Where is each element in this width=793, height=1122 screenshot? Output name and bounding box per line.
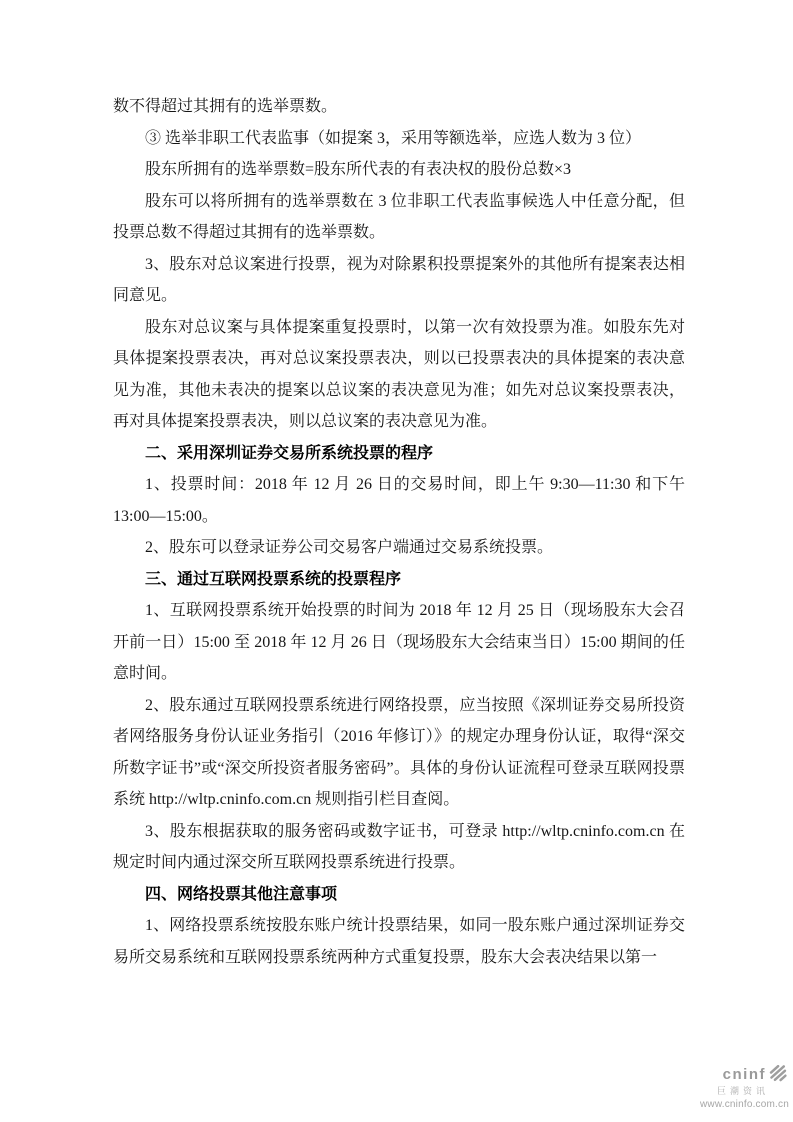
paragraph-login-voting: 3、股东根据获取的服务密码或数字证书，可登录 http://wltp.cninfo.com.cn 在规定时间内通过深交所互联网投票系统进行投票。 <box>113 822 685 871</box>
cninfo-website-url: www.cninfo.com.cn <box>700 1099 789 1110</box>
cninfo-swirl-icon <box>769 1065 789 1087</box>
cninfo-brand-name: cninf <box>722 1066 766 1084</box>
section-heading-4-other-notes: 四、网络投票其他注意事项 <box>145 885 338 903</box>
paragraph-vote-formula: 股东所拥有的选举票数=股东所代表的有表决权的股份总数×3 <box>145 161 572 178</box>
cninfo-watermark <box>700 1065 789 1110</box>
cninfo-brand-chinese: 巨潮资讯 <box>716 1086 769 1097</box>
paragraph-internet-voting-time: 1、互联网投票系统开始投票的时间为 2018 年 12 月 25 日（现场股东大会召开前一日）15:00 至 2018 年 12 月 26 日（现场股东大会结束当日）15:00 期间的任意时间。 <box>113 602 685 682</box>
paragraph-duplicate-vote-rule: 股东对总议案与具体提案重复投票时，以第一次有效投票为准。如股东先对具体提案投票表决，再对总议案投票表决，则以已投票表决的具体提案的表决意见为准，其他未表决的提案以总议案的表决意见为准；如先对总议案投票表决，再对具体提案投票表决，则以总议案的表决意见为准。 <box>113 318 685 430</box>
paragraph-vote-counting-rule: 1、网络投票系统按股东账户统计投票结果，如同一股东账户通过深圳证券交易所交易系统和互联网投票系统两种方式重复投票，股东大会表决结果以第一 <box>113 917 685 966</box>
paragraph-identity-authentication: 2、股东通过互联网投票系统进行网络投票，应当按照《深圳证券交易所投资者网络服务身份认证业务指引（2016 年修订）》的规定办理身份认证，取得“深交所数字证书”或“深交所投资者服务密码”。具体的身份认证流程可登录互联网投票系统 http://wltp.cninfo.com.cn 规则指引栏目查阅。 <box>113 696 685 808</box>
paragraph-continuation: 数不得超过其拥有的选举票数。 <box>113 98 338 115</box>
paragraph-broker-client-voting: 2、股东可以登录证券公司交易客户端通过交易系统投票。 <box>145 539 554 556</box>
section-heading-3-internet-voting-procedure: 三、通过互联网投票系统的投票程序 <box>145 570 402 588</box>
paragraph-election-item-3: ③ 选举非职工代表监事（如提案 3，采用等额选举，应选人数为 3 位） <box>145 129 642 147</box>
document-body <box>113 91 685 973</box>
paragraph-voting-time: 1、投票时间：2018 年 12 月 26 日的交易时间，即上午 9:30—11:30 和下午 13:00—15:00。 <box>113 476 685 525</box>
paragraph-vote-allocation: 股东可以将所拥有的选举票数在 3 位非职工代表监事候选人中任意分配，但投票总数不得超过其拥有的选举票数。 <box>113 192 685 241</box>
section-heading-2-exchange-system-procedure: 二、采用深圳证券交易所系统投票的程序 <box>145 444 434 462</box>
cninfo-brand-row <box>700 1065 789 1087</box>
paragraph-general-motion-vote: 3、股东对总议案进行投票，视为对除累积投票提案外的其他所有提案表达相同意见。 <box>113 255 685 304</box>
